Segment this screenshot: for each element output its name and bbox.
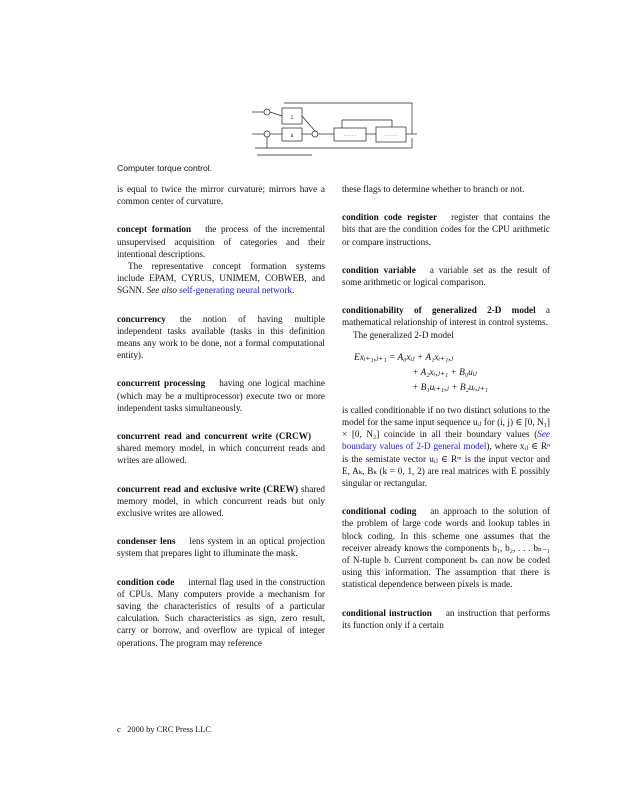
definition: register that contains the bits that are the condition codes for the CPU arithmetic or compare instructions.: [342, 212, 550, 247]
continued-text-left: is equal to twice the mirror curvature; mirrors have a common center of curvature.: [117, 184, 325, 207]
definition: the process of the incremental unsupervised acquisition of categories and their intentional descriptions.: [117, 224, 325, 259]
term: condition code register: [342, 212, 438, 223]
left-column: [117, 183, 325, 665]
block3-label: · · · · ·: [344, 133, 356, 138]
entry-conditionability: conditionability of generalized 2-D model a mathematical relationship of interest in control systems. The generalized 2-D model Exᵢ₊₁,ⱼ₊₁ = A₀xᵢⱼ + A₁xᵢ₊₁,ⱼ + A₂xᵢ,ⱼ₊₁ + B₀uᵢⱼ + B₁uᵢ₊₁,ⱼ + B₂uᵢ,ⱼ₊₁ is called conditionable if no two distinct solutions to the model for the same input sequence uᵢⱼ for (i, j) ∈ [0, N₁] × [0, N₂] coincide in all their boundary values (See boundary values of 2-D general model), where xᵢⱼ ∈ Rⁿ is the semistate vector uᵢⱼ ∈ Rᵐ is the input vector and E, Aₖ, Bₖ (k = 0, 1, 2) are real matrices with E possibly singular or rectangular.: [342, 305, 550, 489]
entry-concept-formation: concept formation the process of the incremental unsupervised acquisition of categories and their intentional descriptions. The representative concept formation systems include EPAM, CYRUS, UNIMEM, COBWEB, and SGNN. See also self-generating neural network.: [117, 224, 325, 296]
entry-condenser-lens: [117, 535, 325, 559]
see-also-link[interactable]: self-generating neural network: [179, 285, 293, 296]
copyright-footer: c⃝2000 by CRC Press LLC: [117, 725, 211, 734]
definition: internal flag used in the construction of CPUs. Many computers provide a mechanism for saving the characteristics of results of a particular calculation. Such characteristics as sign, zero result, carry or borrow, and overflow are typical of integer operations. The program may reference: [117, 576, 325, 648]
entry-condition-code-register: [342, 211, 550, 248]
right-column: [342, 183, 550, 647]
term: condition variable: [342, 264, 416, 275]
definition: an approach to the solution of the problem of large code words and lookup tables in block coding. In this scheme one assumes that the receiver already knows the components b₁, b₂, . . . bₙ₋₁ of N-tuple b. Current component bₙ can now be coded using this information. The assumption that there is statistical dependence between pixels is made.: [342, 506, 550, 590]
entry-crew: [117, 483, 325, 520]
term: concept formation: [117, 224, 192, 235]
block1-label: 1: [290, 115, 294, 120]
entry-concurrency: [117, 313, 325, 362]
block-diagram: [252, 98, 417, 160]
term: condenser lens: [117, 536, 176, 547]
term: condition code: [117, 576, 175, 587]
definition: lens system in an optical projection system that prepares light to illuminate the mask.: [117, 536, 325, 559]
equation: Exᵢ₊₁,ⱼ₊₁ = A₀xᵢⱼ + A₁xᵢ₊₁,ⱼ + A₂xᵢ,ⱼ₊₁ + B₀uᵢⱼ + B₁uᵢ₊₁,ⱼ + B₂uᵢ,ⱼ₊₁: [354, 352, 489, 393]
definition: the notion of having multiple independent tasks available (tasks in this definition means any work to be done, not a formal computational entity).: [117, 313, 325, 361]
entry-condition-code: [117, 576, 325, 649]
entry-crcw: [117, 430, 325, 467]
term: conditional coding: [342, 506, 417, 517]
term: concurrent read and exclusive write (CREW): [117, 483, 299, 494]
figure-caption: Computer torque control.: [117, 163, 213, 173]
block4-label: · · · · ·: [385, 133, 397, 138]
torque-control-diagram: [252, 98, 417, 160]
term: concurrent processing: [117, 378, 206, 389]
term: concurrency: [117, 313, 166, 324]
block2-label: b: [290, 133, 294, 138]
definition: a mathematical relationship of interest in control systems.: [342, 305, 550, 328]
entry-condition-variable: [342, 264, 550, 288]
definition: shared memory model, in which concurrent reads and writes are allowed.: [117, 443, 325, 466]
see-link[interactable]: boundary values of 2-D general model: [342, 441, 487, 452]
term: concurrent read and concurrent write (CRCW): [117, 431, 311, 442]
term: conditionability of generalized 2-D model: [342, 305, 536, 316]
entry-conditional-coding: [342, 505, 550, 590]
term: conditional instruction: [342, 607, 432, 618]
definition: an instruction that performs its function only if a certain: [342, 607, 550, 630]
definition: having one logical machine (which may be a multiprocessor) execute two or more independent tasks simultaneously.: [117, 378, 325, 413]
entry-conditional-instruction: [342, 607, 550, 631]
definition: a variable set as the result of some arithmetic or logical comparison.: [342, 264, 550, 288]
continued-text-right: these flags to determine whether to branch or not.: [342, 184, 525, 194]
entry-concurrent-processing: [117, 377, 325, 414]
definition: shared memory model, in which concurrent reads but only exclusive writes are allowed.: [117, 483, 326, 519]
